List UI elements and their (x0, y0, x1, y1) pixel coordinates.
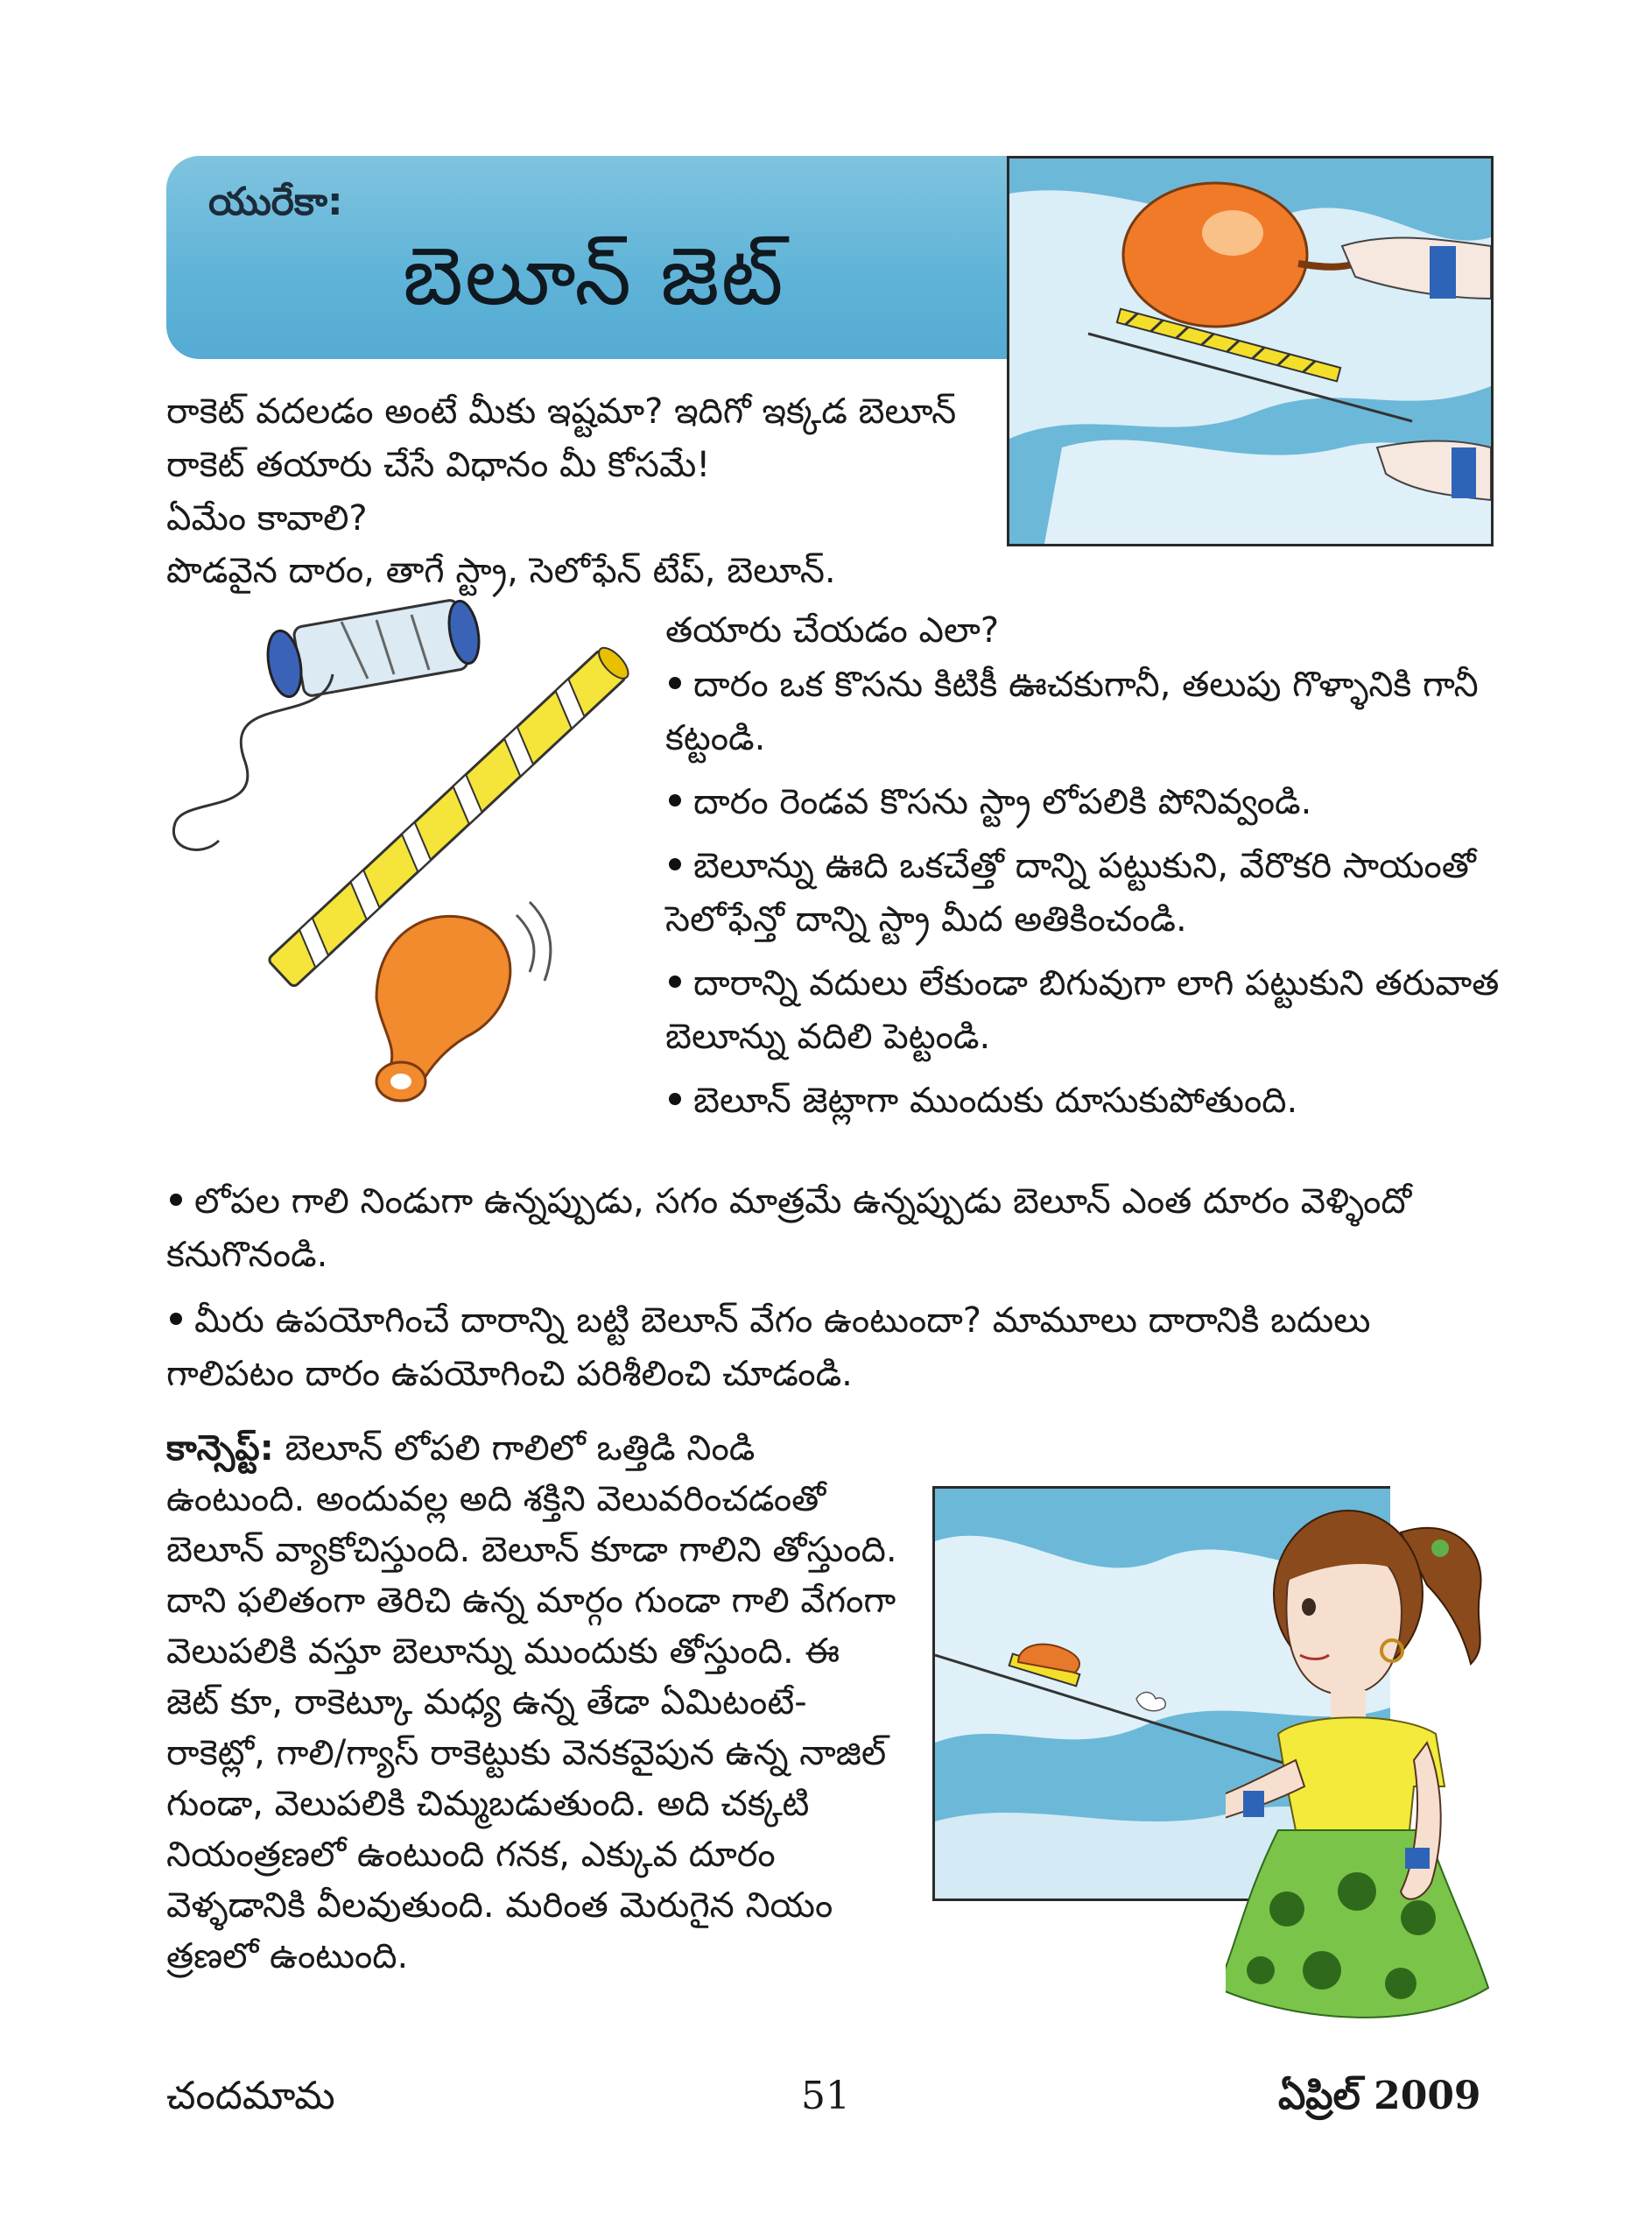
bullet-icon (669, 976, 681, 988)
footer-date: ఏప్రిల్ 2009 (1278, 2074, 1481, 2118)
bullet-icon (669, 794, 681, 807)
section-label: యురేకా: (208, 180, 343, 224)
intro-paragraph: రాకెట్ వదలడం అంటే మీకు ఇష్టమా? ఇదిగో ఇక్కడ బెలూన్ రాకెట్ తయారు చేసే విధానం మీ కోసమే! (166, 391, 957, 485)
footer-magazine-name: చందమామ (166, 2074, 335, 2118)
bullet-icon (669, 858, 681, 870)
balloon-icon (376, 902, 551, 1101)
list-item: దారాన్ని వదులు లేకుండా బిగువుగా లాగి పట్టుకుని తరువాత బెలూన్ను వదిలి పెట్టండి. (665, 963, 1500, 1057)
materials-illustration (166, 595, 657, 1138)
how-heading: తయారు చేయడం ఎలా? (665, 610, 1000, 651)
concept-label: కాన్సెప్ట్: (166, 1428, 274, 1469)
concept-text: బెలూన్ లోపలి గాలిలో ఒత్తిడి నిండి ఉంటుంది. అందువల్ల అది శక్తిని వెలువరించడంతో బెలూన్ వ్యాకోచిస్తుంది. బెలూన్ కూడా గాలిని తోస్తుంది. దాని ఫలితంగా తెరిచి ఉన్న మార్గం గుండా గాలి వేగంగా వెలుపలికి వస్తూ బెలూన్ను ముందుకు తోస్తుంది. ఈ జెట్ కూ, రాకెట్కూ మధ్య ఉన్న తేడా ఏమిటంటే- రాకెట్లో, గాలి/గ్యాస్ రాకెట్టుకు వెనకవైపున ఉన్న నాజిల్ గుండా, వెలుపలికి చిమ్మబడుతుంది. అది చక్కటి నియంత్రణలో ఉంటుంది గనక, ఎక్కువ దూరం వెళ్ళడానికి వీలవుతుంది. మరింత మెరుగైన నియం త్రణలో ఉంటుంది. (166, 1428, 897, 1976)
bullet-icon (669, 1093, 681, 1105)
bullet-icon (170, 1194, 182, 1206)
list-item: దారం ఒక కొసను కిటికీ ఊచకుగానీ, తలుపు గొళ్ళానికి గానీ కట్టండి. (665, 665, 1479, 758)
list-item: మీరు ఉపయోగించే దారాన్ని బట్టి బెలూన్ వేగం ఉంటుందా? మామూలు దారానికి బదులు గాలిపటం దారం ఉపయోగించి పరిశీలించి చూడండి. (166, 1300, 1371, 1394)
materials-list: పొడవైన దారం, తాగే స్ట్రా, సెలోఫేన్ టేప్, బెలూన్. (166, 551, 836, 591)
list-item: బెలూన్ను ఊది ఒకచేత్తో దాన్ని పట్టుకుని, వేరొకరి సాయంతో సెలోఫేన్తో దాన్ని స్ట్రా మీద అతికించండి. (665, 846, 1476, 940)
article-title: బెలూన్ జెట్ (403, 229, 785, 323)
list-item: బెలూన్ జెట్లాగా ముందుకు దూసుకుపోతుంది. (665, 1074, 1506, 1128)
list-item: లోపల గాలి నిండుగా ఉన్నప్పుడు, సగం మాత్రమే ఉన్నప్పుడు బెలూన్ ఎంత దూరం వెళ్ళిందో కనుగొనండి. (166, 1181, 1412, 1275)
concept-paragraph (166, 1423, 902, 1982)
balloon-on-string-icon (1007, 156, 1494, 546)
girl-figure (1226, 1497, 1541, 2058)
needs-heading: ఏమేం కావాలి? (166, 498, 368, 539)
bullet-icon (669, 677, 681, 689)
steps-list (665, 659, 1506, 1138)
page-number: 51 (801, 2074, 850, 2118)
bullet-icon (170, 1313, 182, 1325)
tips-list (166, 1175, 1506, 1413)
list-item: దారం రెండవ కొసను స్ట్రా లోపలికి పోనివ్వండి. (665, 776, 1506, 829)
